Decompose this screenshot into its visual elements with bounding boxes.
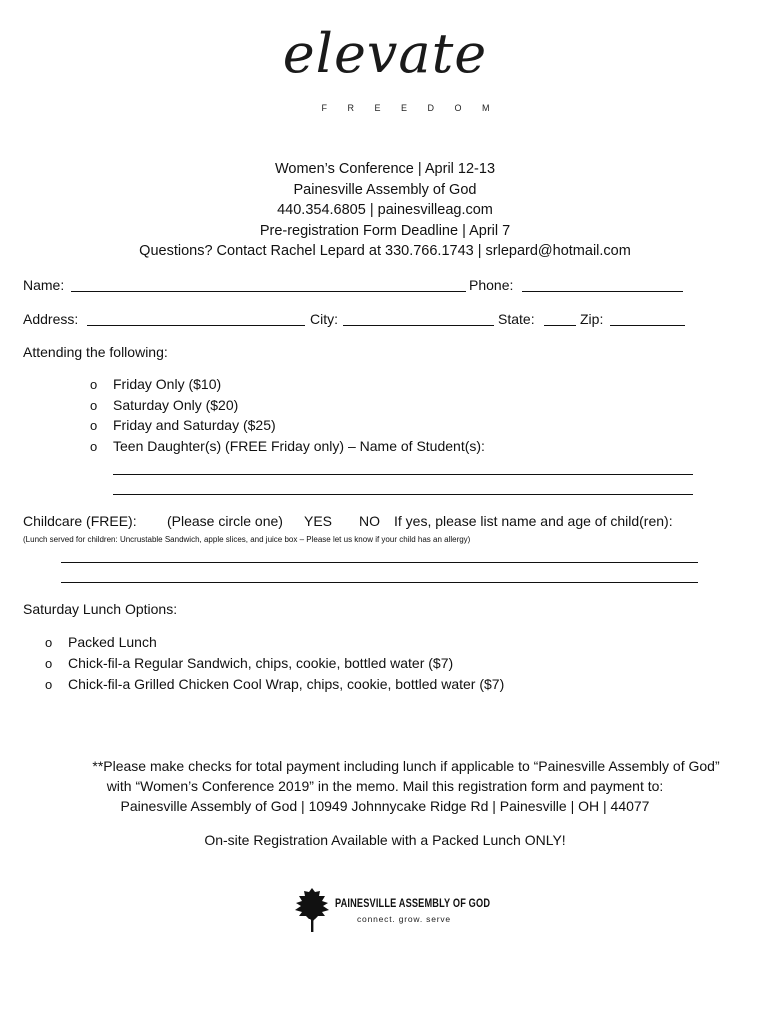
bullet-icon: o <box>90 398 98 413</box>
childcare-yes-option[interactable]: YES <box>304 513 333 529</box>
header-line-deadline: Pre-registration Form Deadline | April 7 <box>259 222 511 239</box>
bullet-icon: o <box>45 677 53 692</box>
header-line-contact: 440.354.6805 | painesvilleag.com <box>277 202 493 218</box>
payment-line-2: with “Women’s Conference 2019” in the memo. Mail this registration form and payment to: <box>106 778 664 794</box>
payment-address: Painesville Assembly of God | 10949 Johnnycake Ridge Rd | Painesville | OH | 44077 <box>120 798 650 814</box>
payment-line-1: **Please make checks for total payment including lunch if applicable to “Painesville Assembly of God” <box>92 758 720 774</box>
city-field[interactable] <box>343 325 494 326</box>
name-label: Name: <box>23 277 65 293</box>
childcare-followup: If yes, please list name and age of child(ren): <box>394 513 673 529</box>
bullet-icon: o <box>90 439 98 454</box>
tree-icon <box>291 886 333 934</box>
address-label: Address: <box>23 311 79 327</box>
option-friday-only[interactable]: Friday Only ($10) <box>113 376 222 392</box>
childcare-lunch-note: (Lunch served for children: Uncrustable Sandwich, apple slices, and juice box – Please let us know if your child has an allergy) <box>23 535 471 544</box>
bullet-icon: o <box>45 635 53 650</box>
lunch-option-sandwich[interactable]: Chick-fil-a Regular Sandwich, chips, cookie, bottled water ($7) <box>68 655 454 671</box>
header-line-questions: Questions? Contact Rachel Lepard at 330.766.1743 | srlepard@hotmail.com <box>139 243 631 259</box>
footer-church-name: PAINESVILLE ASSEMBLY OF GOD <box>335 898 491 910</box>
lunch-heading: Saturday Lunch Options: <box>23 601 178 617</box>
bullet-icon: o <box>45 656 53 671</box>
bullet-icon: o <box>90 418 98 433</box>
zip-field[interactable] <box>610 325 685 326</box>
student-name-field-2[interactable] <box>113 494 693 495</box>
childcare-no-option[interactable]: NO <box>359 513 380 529</box>
zip-label: Zip: <box>580 311 604 327</box>
state-field[interactable] <box>544 325 576 326</box>
phone-field[interactable] <box>522 291 683 292</box>
lunch-option-cool-wrap[interactable]: Chick-fil-a Grilled Chicken Cool Wrap, chips, cookie, bottled water ($7) <box>68 676 505 692</box>
address-field[interactable] <box>87 325 305 326</box>
header-line-conference: Women’s Conference | April 12-13 <box>274 161 496 177</box>
child-info-field-1[interactable] <box>61 562 698 563</box>
attending-heading: Attending the following: <box>23 344 168 360</box>
onsite-registration-note: On-site Registration Available with a Packed Lunch ONLY! <box>204 832 566 848</box>
city-label: City: <box>310 311 338 327</box>
bullet-icon: o <box>90 377 98 392</box>
lunch-option-packed[interactable]: Packed Lunch <box>68 634 157 650</box>
childcare-label: Childcare (FREE): <box>23 513 137 529</box>
childcare-instruction: (Please circle one) <box>167 513 283 529</box>
elevate-logo: elevate <box>282 22 488 85</box>
option-friday-and-saturday[interactable]: Friday and Saturday ($25) <box>113 417 276 433</box>
footer-church-tagline: connect. grow. serve <box>357 914 451 924</box>
header-line-church: Painesville Assembly of God <box>293 181 477 198</box>
student-name-field-1[interactable] <box>113 474 693 475</box>
name-field[interactable] <box>71 291 466 292</box>
elevate-logo-subtitle: F R E E D O M <box>321 103 499 113</box>
phone-label: Phone: <box>469 277 514 293</box>
child-info-field-2[interactable] <box>61 582 698 583</box>
option-teen-daughter[interactable]: Teen Daughter(s) (FREE Friday only) – Name of Student(s): <box>113 438 485 454</box>
state-label: State: <box>498 311 535 327</box>
option-saturday-only[interactable]: Saturday Only ($20) <box>113 397 239 413</box>
